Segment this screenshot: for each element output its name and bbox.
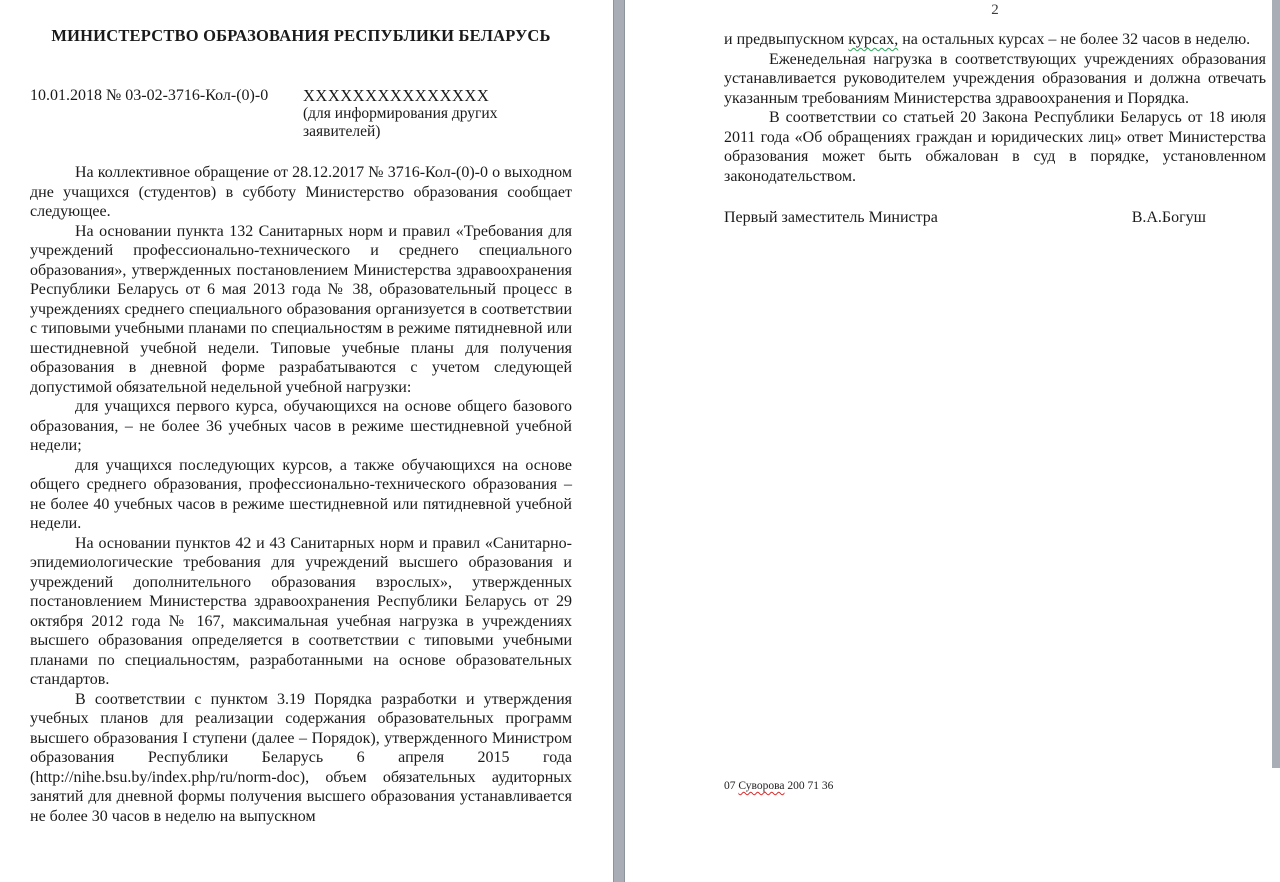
addressee-note-line-1: (для информирования других [303, 105, 498, 122]
page-number: 2 [991, 2, 999, 18]
paragraph: для учащихся последующих курсов, а также обучающихся на основе общего среднего образования, профессионально-технического образования – не более 40 учебных часов в режиме шестидневной или пятидневной учебной недели. [30, 456, 572, 532]
paragraph: В соответствии с пунктом 3.19 Порядка разработки и утверждения учебных планов для реализации содержания образовательных программ высшего образования I ступени (далее – Порядок), утвержденного Министром образования Республики Беларусь 6 апреля 2015 года (http://nihe.bsu.by/index.php/ru/norm-doc), объем обязательных аудиторных занятий для дневной формы получения высшего образования устанавливается не более 30 часов в неделю на выпускном [30, 690, 572, 825]
paragraph: для учащихся первого курса, обучающихся на основе общего базового образования, – не более 36 учебных часов в режиме шестидневной учебной недели; [30, 398, 572, 454]
addressee-placeholder: XXXXXXXXXXXXXXX [303, 86, 490, 105]
continuation-paragraph [724, 30, 1266, 50]
reference-number: 10.01.2018 № 03-02-3716-Кол-(0)-0 [30, 87, 269, 104]
paragraph: На основании пункта 132 Санитарных норм и правил «Требования для учреждений профессионально-технического и среднего специального образования», утвержденных постановлением Министерства здравоохранения Республики Беларусь от 6 мая 2013 года № 38, образовательный процесс в учреждениях среднего специального образования организуется в соответствии с типовыми учебными планами по специальностям в режиме пятидневной или шестидневной учебной недели. Типовые учебные планы для получения образования в дневной форме разрабатываются с учетом следующей допустимой обязательной недельной учебной нагрузки: [30, 222, 572, 396]
paragraph: На коллективное обращение от 28.12.2017 № 3716-Кол-(0)-0 о выходном дне учащихся (студентов) в субботу Министерство образования сообщает следующее. [30, 164, 572, 220]
document-title: МИНИСТЕРСТВО ОБРАЗОВАНИЯ РЕСПУБЛИКИ БЕЛАРУСЬ [51, 26, 551, 45]
page-2-text-area [724, 0, 1266, 882]
page-1 [0, 0, 613, 882]
executor-note [724, 780, 833, 792]
spelling-flagged-word: Суворова [738, 780, 785, 792]
addressee-block [303, 86, 572, 140]
page-gap-divider [613, 0, 625, 882]
page-1-text-area [30, 0, 572, 882]
page-1-body [30, 163, 572, 826]
grammar-flagged-word: курсах, [848, 31, 899, 48]
page-2 [625, 0, 1272, 882]
page-2-body [724, 30, 1266, 228]
paragraph: На основании пунктов 42 и 43 Санитарных норм и правил «Санитарно-эпидемиологические требования для учреждений высшего образования и учреждений дополнительного образования взрослых», утвержденных постановлением Министерства здравоохранения Республики Беларусь от 29 октября 2012 года № 167, максимальная учебная нагрузка в учреждениях высшего образования определяется в соответствии с типовыми учебными планами по специальностям, разработанными на основе образовательных стандартов. [30, 534, 572, 688]
addressee-note-line-2: заявителей) [303, 122, 381, 140]
continuation-text-before: и предвыпускном [724, 31, 849, 48]
continuation-text-after: на остальных курсах – не более 32 часов в неделю. [898, 31, 1251, 48]
executor-note-before: 07 [724, 780, 739, 792]
paragraph: Еженедельная нагрузка в соответствующих учреждениях образования устанавливается руководителем учреждения образования и должна отвечать указанным требованиям Министерства здравоохранения и Порядка. [724, 50, 1266, 107]
signature-row [724, 208, 1266, 228]
scrollbar-thumb[interactable] [1272, 0, 1280, 768]
paragraph: В соответствии со статьей 20 Закона Республики Беларусь от 18 июля 2011 года «Об обращениях граждан и юридических лиц» ответ Министерства образования может быть обжалован в суд в порядке, установленном законодательством. [724, 109, 1266, 185]
signature-title: Первый заместитель Министра [724, 209, 938, 226]
executor-note-after: 200 71 36 [784, 780, 834, 792]
signature-name: В.А.Богуш [1131, 209, 1206, 226]
